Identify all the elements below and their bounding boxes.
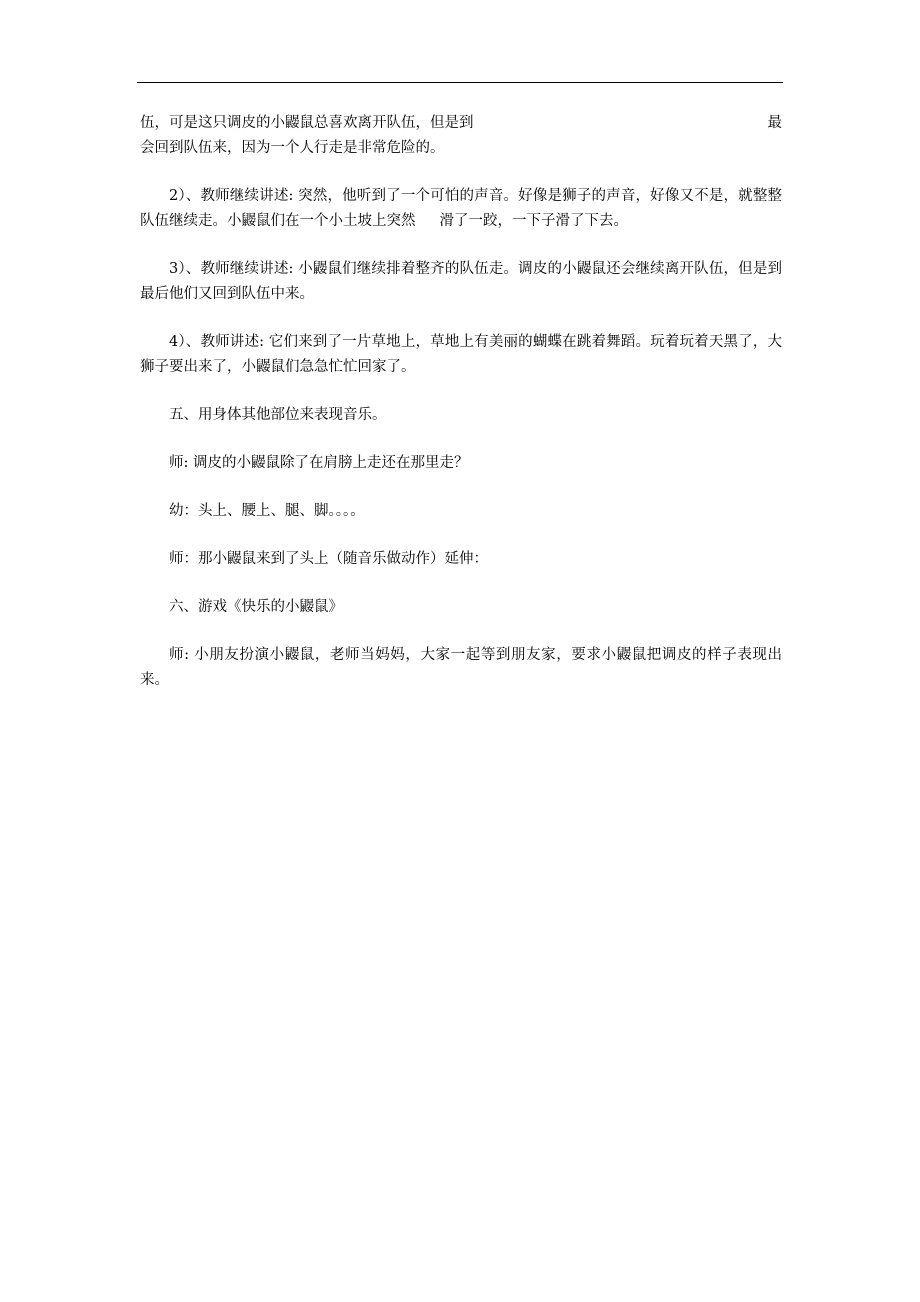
paragraph-step-4: 4）、教师讲述: 它们来到了一片草地上，草地上有美丽的蝴蝶在跳着舞蹈。玩着玩着天黑了，大狮子要出来了，小鼹鼠们急急忙忙回家了。 bbox=[140, 334, 782, 375]
document-body bbox=[140, 111, 782, 716]
paragraph-line: 会回到队伍来，因为一个人行走是非常危险的。 bbox=[140, 140, 445, 156]
header-rule bbox=[137, 82, 783, 83]
section-heading-6: 六、游戏《快乐的小鼹鼠》 bbox=[169, 599, 343, 615]
paragraph-text: 滑了一跤，一下子滑了下去。 bbox=[439, 213, 628, 229]
paragraph-line bbox=[140, 111, 782, 136]
child-answer: 幼：头上、腰上、腿、脚。。。。 bbox=[169, 503, 365, 519]
teacher-instruction: 师: 小朋友扮演小鼹鼠，老师当妈妈，大家一起等到朋友家，要求小鼹鼠把调皮的样子表现出来。 bbox=[140, 647, 782, 688]
section-heading-5: 五、用身体其他部位来表现音乐。 bbox=[169, 407, 387, 423]
paragraph-step-2 bbox=[140, 184, 782, 234]
paragraph-continuation bbox=[140, 111, 782, 161]
paragraph-text: 伍，可是这只调皮的小鼹鼠总喜欢离开队伍，但是到 bbox=[140, 115, 474, 131]
paragraph-step-3: 3）、教师继续讲述: 小鼹鼠们继续排着整齐的队伍走。调皮的小鼹鼠还会继续离开队伍，但是到最后他们又回到队伍中来。 bbox=[140, 261, 782, 302]
paragraph-text-end: 最 bbox=[767, 115, 782, 131]
paragraph-text: 2）、教师继续讲述: 突然，他听到了一个可怕的声音。好像是狮子的声音，好像又不是，就整整队伍继续走。小鼹鼠们在一个小土坡上突然 bbox=[140, 188, 782, 229]
teacher-question: 师: 调皮的小鼹鼠除了在肩膀上走还在那里走？ bbox=[169, 455, 469, 471]
teacher-extension: 师：那小鼹鼠来到了头上（随音乐做动作）延伸： bbox=[169, 551, 488, 567]
